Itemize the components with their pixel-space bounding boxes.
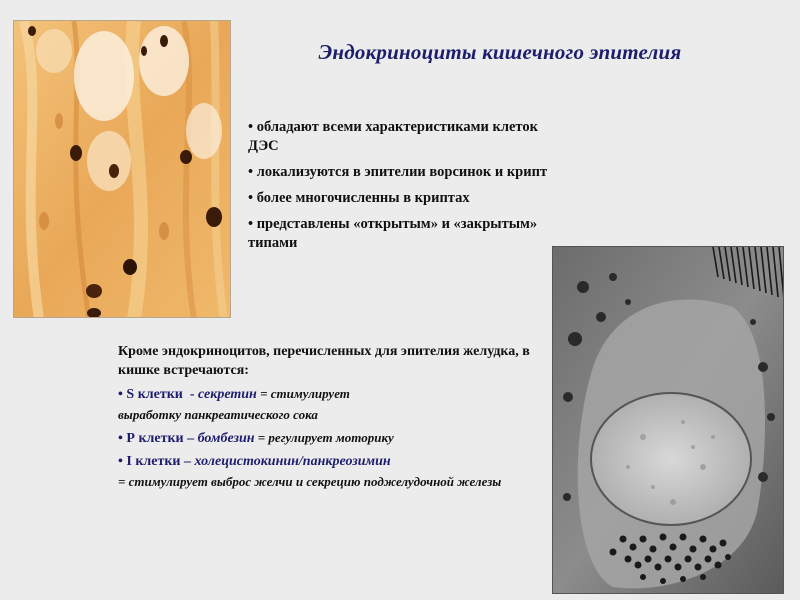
bullet-marker: • (248, 216, 254, 232)
cell-types-block (118, 342, 538, 495)
bullet-text: локализуются в эпителии ворсинок и крипт (256, 164, 548, 180)
effect-continuation: = стимулирует выброс желчи и секрецию поджелудочной железы (118, 474, 502, 489)
list-item (118, 384, 538, 424)
bullet-text: представлены «открытым» и «закрытым» типами (248, 216, 538, 251)
hormone-name: секретин (198, 387, 257, 402)
effect-continuation: выработку панкреатического сока (118, 407, 318, 422)
histology-micrograph-icon (13, 20, 231, 318)
list-item (248, 118, 558, 156)
bullet-marker: • (248, 164, 254, 180)
list-item (118, 428, 538, 448)
cell-name: S клетки (126, 387, 183, 402)
hormone-name: холецистокинин/панкреозимин (194, 454, 391, 469)
separator: – (180, 454, 195, 469)
electron-micrograph-icon (552, 246, 784, 594)
hormone-name: бомбезин (197, 431, 255, 446)
list-item (118, 452, 538, 491)
page-title: Эндокриноциты кишечного эпителия (318, 40, 682, 64)
effect-text: = регулирует моторику (254, 430, 394, 445)
bullet-list (248, 118, 558, 260)
bullet-text: более многочисленны в криптах (256, 190, 470, 206)
separator: – (183, 431, 198, 446)
separator: - (182, 387, 199, 402)
intro-text: Кроме эндокриноцитов, перечисленных для эпителия желудка, в кишке встречаются: (118, 344, 530, 378)
bullet-text: обладают всеми характеристиками клеток ДЭС (248, 119, 538, 154)
bullet-marker: • (248, 190, 254, 206)
effect-text: = стимулирует (256, 386, 350, 401)
list-item (248, 189, 558, 208)
list-item (248, 163, 558, 182)
bullet-marker: • (248, 119, 254, 135)
cell-name: Р клетки (126, 431, 184, 446)
list-item (248, 215, 558, 253)
bullet-marker: • (118, 454, 123, 469)
bullet-marker: • (118, 431, 123, 446)
cell-name: I клетки (126, 454, 181, 469)
bullet-marker: • (118, 387, 123, 402)
